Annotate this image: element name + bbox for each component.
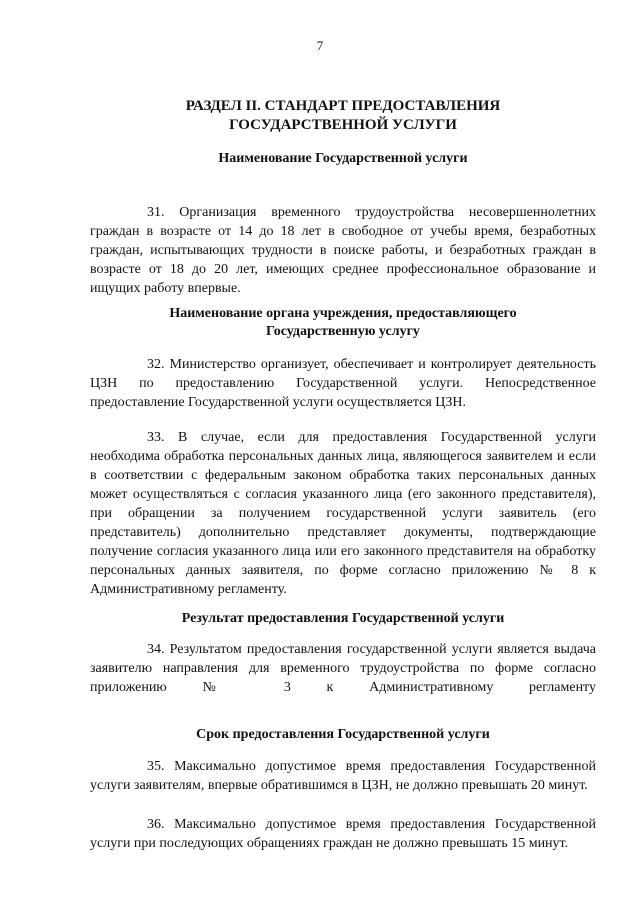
- paragraph-32: 32. Министерство организует, обеспечивает и контролирует деятельность ЦЗН по предоставлению Государственной услуги. Непосредственное предоставление Государственной услуги осуществляется ЦЗН.: [90, 357, 596, 410]
- section-title: [90, 97, 596, 135]
- section-title-line-2: ГОСУДАРСТВЕННОЙ УСЛУГИ: [229, 117, 457, 133]
- heading-result: [90, 610, 596, 628]
- heading-provider: [90, 305, 596, 341]
- paragraph-34: 34. Результатом предоставления государственной услуги является выдача заявителю направления для временного трудоустройства по форме согласно приложению № 3 к Административному регламенту: [90, 642, 596, 695]
- heading-provider-line-2: Государственную услугу: [266, 324, 420, 339]
- paragraph-31: 31. Организация временного трудоустройства несовершеннолетних граждан в возрасте от 14 до 18 лет в свободное от учебы время, безработных граждан, испытывающих трудности в поиске работы, и безработных граждан в возрасте от 18 до 20 лет, имеющих среднее профессиональное образование и ищущих работу впервые.: [90, 205, 596, 296]
- heading-term-line-1: Срок предоставления Государственной услуги: [196, 727, 490, 742]
- heading-service-name-line-1: Наименование Государственной услуги: [218, 151, 468, 166]
- heading-provider-line-1: Наименование органа учреждения, предоставляющего: [169, 306, 517, 321]
- paragraph-36: 36. Максимально допустимое время предоставления Государственной услуги при последующих обращениях граждан не должно превышать 15 минут.: [90, 817, 596, 851]
- page-number: 7: [316, 38, 324, 53]
- section-title-line-1: РАЗДЕЛ II. СТАНДАРТ ПРЕДОСТАВЛЕНИЯ: [185, 98, 501, 114]
- paragraph-33: 33. В случае, если для предоставления Государственной услуги необходима обработка персональных данных лица, являющегося заявителем и если в соответствии с федеральным законом обработка таких персональных данных может осуществляться с согласия указанного лица (его законного представителя), при обращении за получением государственной услуги заявитель (его представитель) дополнительно представляет документы, подтверждающие получение согласия указанного лица или его законного представителя на обработку персональных данных заявителя, по форме согласно приложению № 8 к Административному регламенту.: [90, 430, 596, 597]
- heading-result-line-1: Результат предоставления Государственной услуги: [181, 611, 505, 626]
- paragraph-35: 35. Максимально допустимое время предоставления Государственной услуги заявителям, впервые обратившимся в ЦЗН, не должно превышать 20 минут.: [90, 759, 596, 793]
- heading-term: [90, 726, 596, 744]
- heading-service-name: [90, 150, 596, 168]
